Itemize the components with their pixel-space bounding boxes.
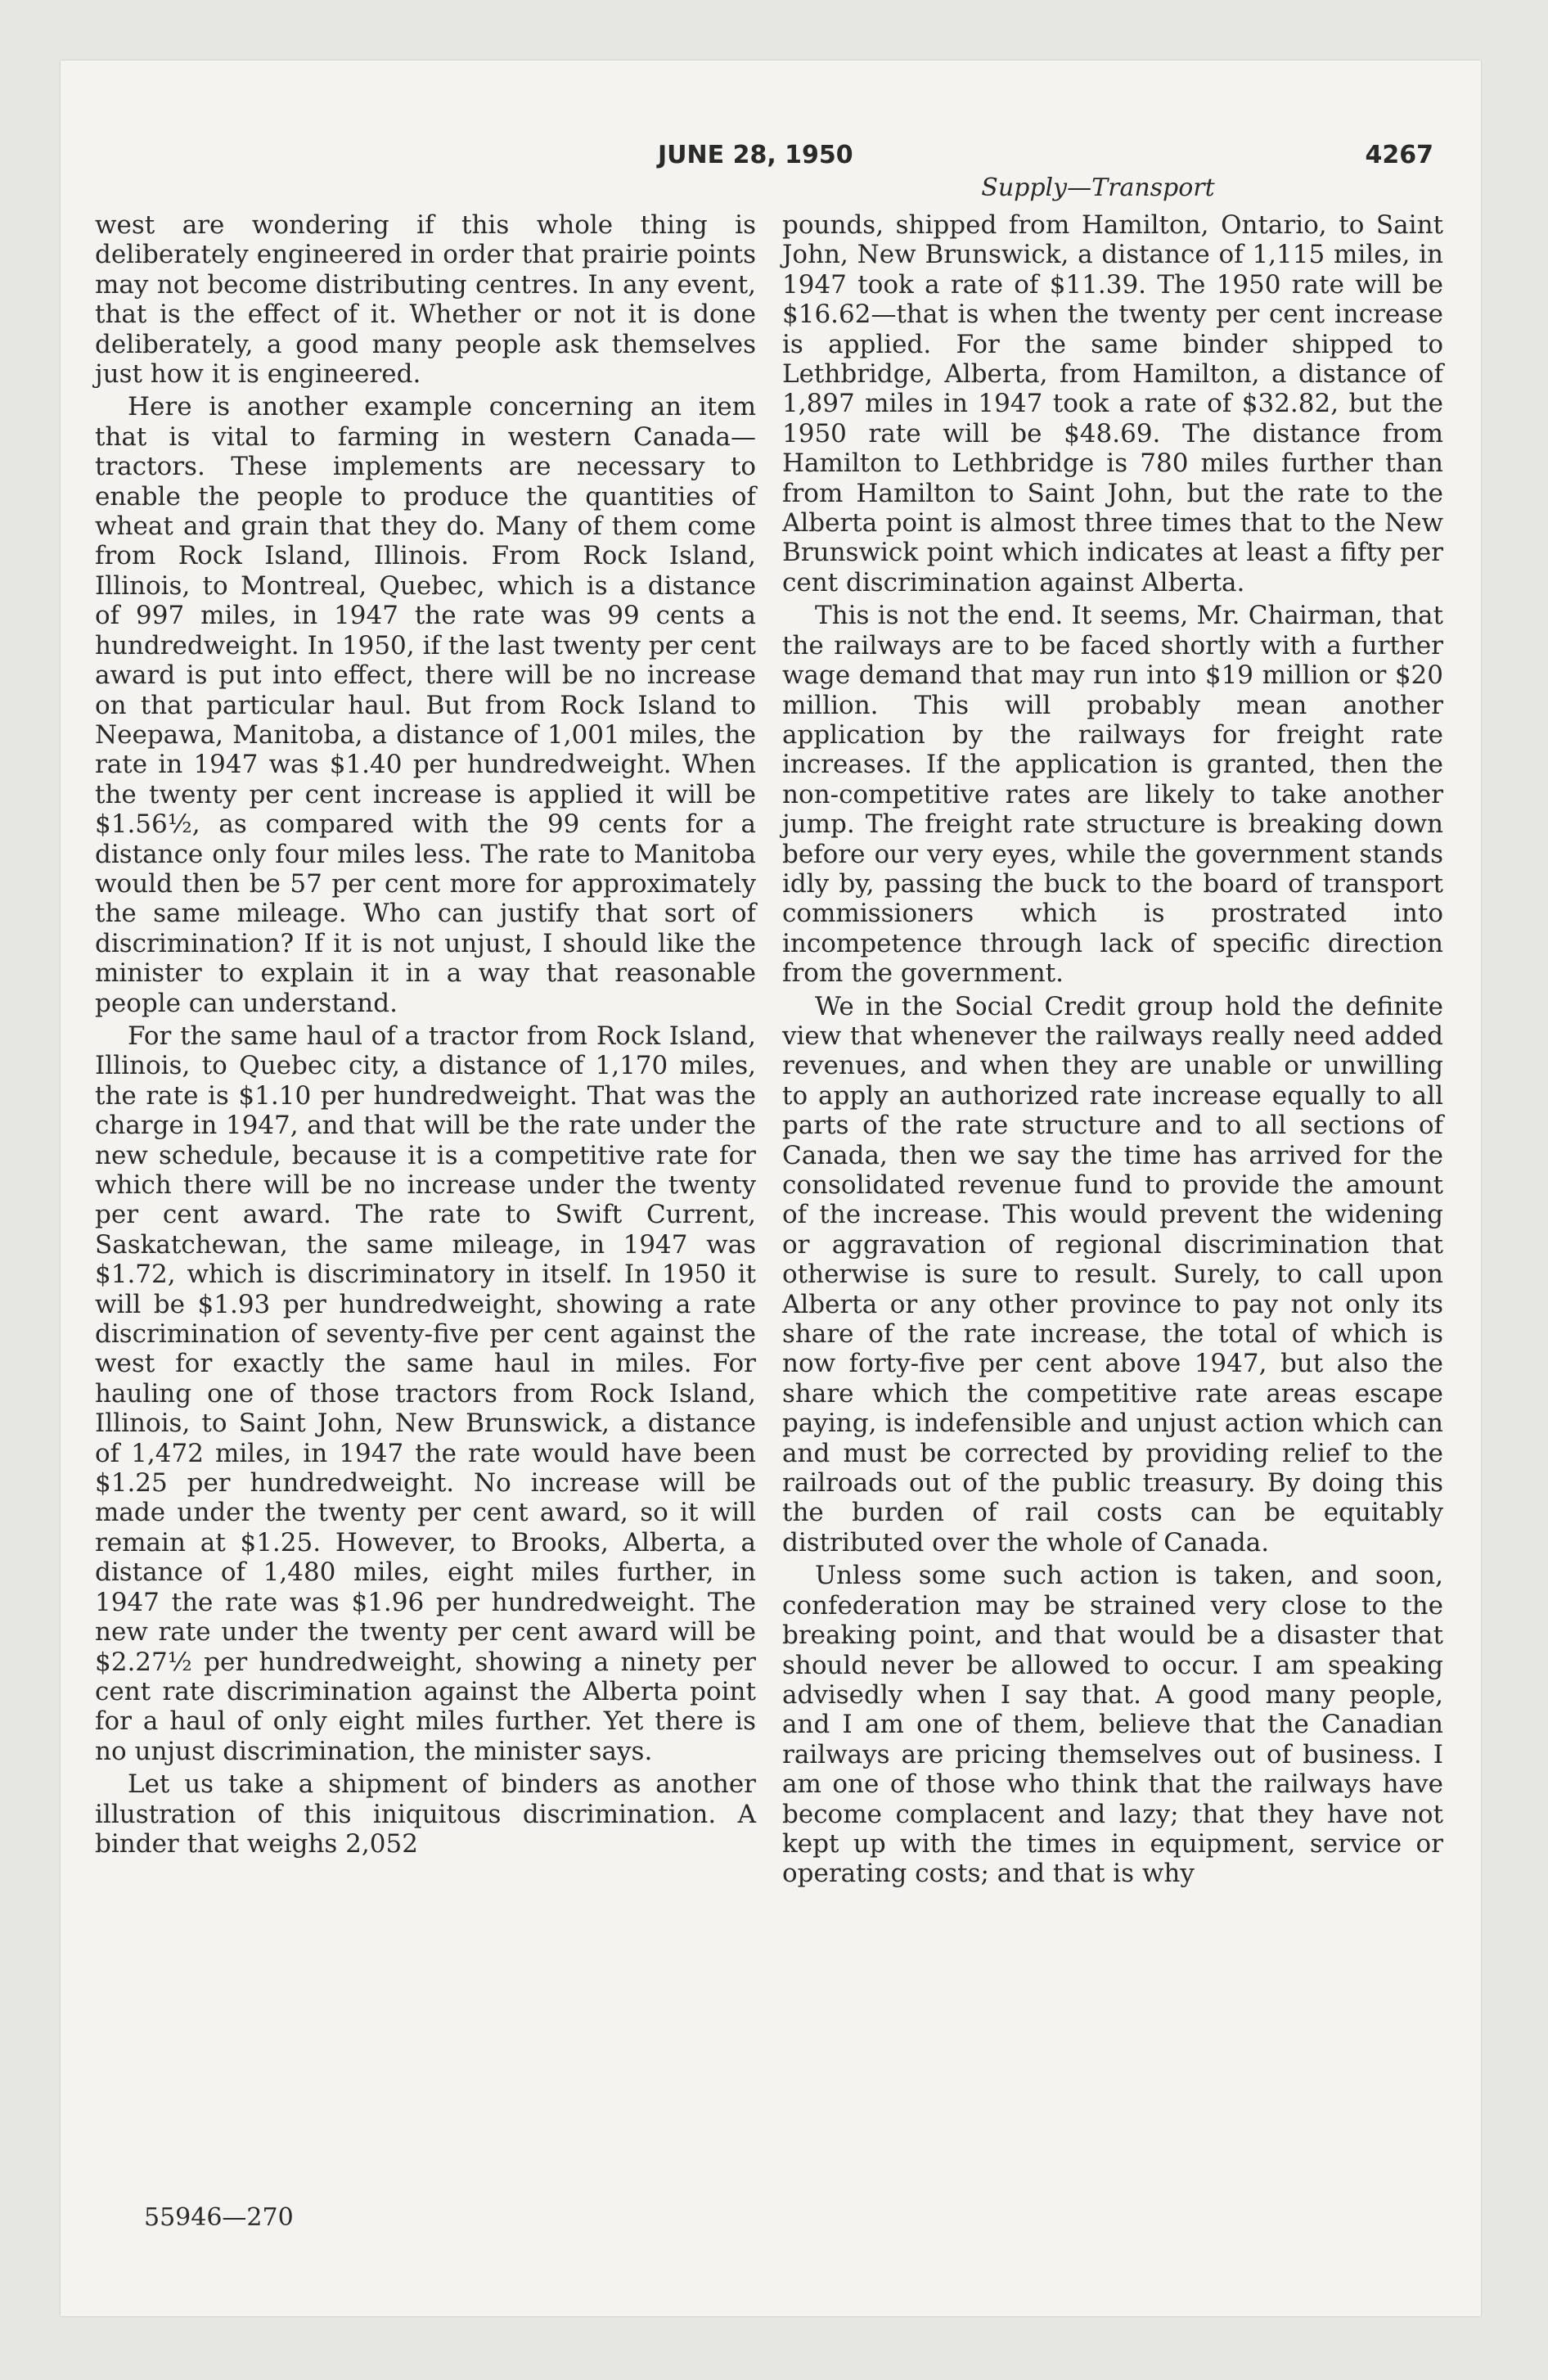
left-column (95, 210, 756, 1859)
paragraph: pounds, shipped from Hamilton, Ontario, to Saint John, New Brunswick, a distance of 1,115 miles, in 1947 took a rate of $11.39. The 1950 rate will be $16.62—that is when the twenty per cent increase is applied. For the same binder shipped to Lethbridge, Alberta, from Hamilton, a distance of 1,897 miles in 1947 took a rate of $32.82, but the 1950 rate will be $48.69. The distance from Hamilton to Lethbridge is 780 miles further than from Hamilton to Saint John, but the rate to the Alberta point is almost three times that to the New Brunswick point which indicates at least a fifty per cent discrimination against Alberta. (782, 210, 1443, 597)
paragraph: Unless some such action is taken, and soon, confederation may be strained very close to the breaking point, and that would be a disaster that should never be allowed to occur. I am speaking advisedly when I say that. A good many people, and I am one of them, believe that the Canadian railways are pricing themselves out of business. I am one of those who think that the railways have become complacent and lazy; that they have not kept up with the times in equipment, service or operating costs; and that is why (782, 1561, 1443, 1889)
paragraph: We in the Social Credit group hold the definite view that whenever the railways really need added revenues, and when they are unable or unwilling to apply an authorized rate increase equally to all parts of the rate structure and to all sections of Canada, then we say the time has arrived for the consolidated revenue fund to provide the amount of the increase. This would prevent the widening or aggravation of regional discrimination that otherwise is sure to result. Surely, to call upon Alberta or any other province to pay not only its share of the rate increase, the total of which is now forty-five per cent above 1947, but also the share which the competitive rate areas escape paying, is indefensible and unjust action which can and must be corrected by providing relief to the railroads out of the public treasury. By doing this the burden of rail costs can be equitably distributed over the whole of Canada. (782, 991, 1443, 1557)
page-sheet (61, 61, 1481, 2316)
paragraph: Here is another example concerning an item that is vital to farming in western Canada—tractors. These implements are necessary to enable the people to produce the quantities of wheat and grain that they do. Many of them come from Rock Island, Illinois. From Rock Island, Illinois, to Montreal, Quebec, which is a distance of 997 miles, in 1947 the rate was 99 cents a hundredweight. In 1950, if the last twenty per cent award is put into effect, there will be no increase on that particular haul. But from Rock Island to Neepawa, Manitoba, a distance of 1,001 miles, the rate in 1947 was $1.40 per hundredweight. When the twenty per cent increase is applied it will be $1.56½, as compared with the 99 cents for a distance only four miles less. The rate to Manitoba would then be 57 per cent more for approximately the same mileage. Who can justify that sort of discrimination? If it is not unjust, I should like the minister to explain it in a way that reasonable people can understand. (95, 392, 756, 1018)
page-date: JUNE 28, 1950 (658, 141, 853, 169)
paragraph: For the same haul of a tractor from Rock Island, Illinois, to Quebec city, a distance of 1,170 miles, the rate is $1.10 per hundredweight. That was the charge in 1947, and that will be the rate under the new schedule, because it is a competitive rate for which there will be no increase under the twenty per cent award. The rate to Swift Current, Saskatchewan, the same mileage, in 1947 was $1.72, which is discriminatory in itself. In 1950 it will be $1.93 per hundredweight, showing a rate discrimination of seventy-five per cent against the west for exactly the same haul in miles. For hauling one of those tractors from Rock Island, Illinois, to Saint John, New Brunswick, a distance of 1,472 miles, in 1947 the rate would have been $1.25 per hundredweight. No increase will be made under the twenty per cent award, so it will remain at $1.25. However, to Brooks, Alberta, a distance of 1,480 miles, eight miles further, in 1947 the rate was $1.96 per hundredweight. The new rate under the twenty per cent award will be $2.27½ per hundredweight, showing a ninety per cent rate discrimination against the Alberta point for a haul of only eight miles further. Yet there is no unjust discrimination, the minister says. (95, 1021, 756, 1766)
page-number: 4267 (1365, 141, 1433, 169)
right-column (782, 210, 1443, 1889)
print-code: 55946—270 (144, 2203, 294, 2232)
running-subject: Supply—Transport (981, 174, 1215, 202)
paragraph: Let us take a shipment of binders as another illustration of this iniquitous discrimination. A binder that weighs 2,052 (95, 1769, 756, 1859)
paragraph: west are wondering if this whole thing is deliberately engineered in order that prairie points may not become distributing centres. In any event, that is the effect of it. Whether or not it is done deliberately, a good many people ask themselves just how it is engineered. (95, 210, 756, 390)
paragraph: This is not the end. It seems, Mr. Chairman, that the railways are to be faced shortly with a further wage demand that may run into $19 million or $20 million. This will probably mean another application by the railways for freight rate increases. If the application is granted, then the non-competitive rates are likely to take another jump. The freight rate structure is breaking down before our very eyes, while the government stands idly by, passing the buck to the board of transport commissioners which is prostrated into incompetence through lack of specific direction from the government. (782, 601, 1443, 989)
